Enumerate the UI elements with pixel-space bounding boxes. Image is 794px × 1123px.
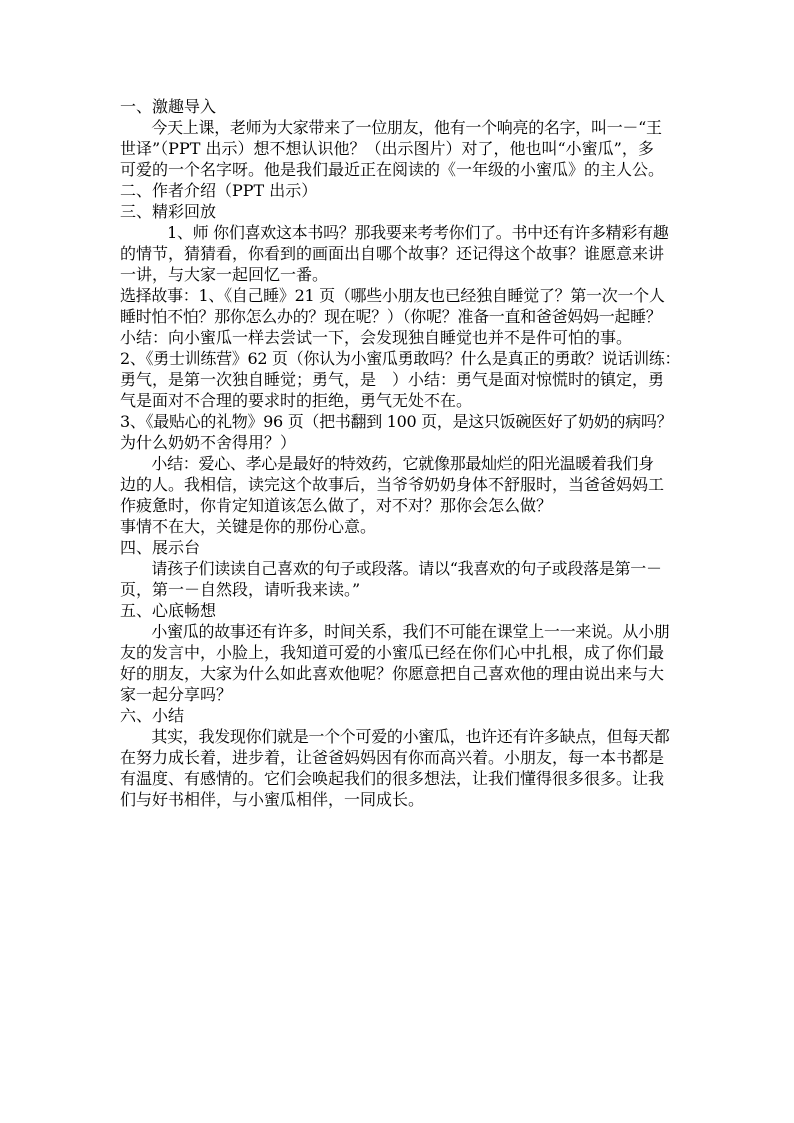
review-paragraph-line: 1、师 你们喜欢这本书吗？那我要来考考你们了。书中还有许多精彩有趣 [120, 223, 669, 242]
summary-paragraph-line: 在努力成长着，进步着，让爸爸妈妈因有你而高兴着。小朋友，每一本书都是 [120, 748, 665, 767]
reflection-paragraph-line: 友的发言中，小脸上，我知道可爱的小蜜瓜已经在你们心中扎根，成了你们最 [120, 643, 665, 662]
story-2-line: 勇气，是第一次独自睡觉；勇气，是 ）小结：勇气是面对惊慌时的镇定，勇 [120, 370, 665, 389]
story-3-line: 3、《最贴心的礼物》96 页（把书翻到 100 页，是这只饭碗医好了奶奶的病吗？ [120, 412, 673, 431]
summary-paragraph-line: 有温度、有感情的。它们会唤起我们的很多想法，让我们懂得很多很多。让我 [120, 769, 665, 788]
showcase-paragraph-line: 页，第一－自然段，请听我来读。” [120, 580, 361, 599]
story-3-summary-line: 事情不在大，关键是你的那份心意。 [120, 517, 377, 536]
summary-paragraph-line: 们与好书相伴，与小蜜瓜相伴，一同成长。 [120, 790, 425, 809]
reflection-paragraph-line: 小蜜瓜的故事还有许多，时间关系，我们不可能在课堂上一一来说。从小朋 [120, 622, 670, 641]
story-3-summary-line: 小结：爱心、孝心是最好的特效药，它就像那最灿烂的阳光温暖着我们身 [120, 454, 654, 473]
story-2-line: 2、《勇士训练营》62 页（你认为小蜜瓜勇敢吗？什么是真正的勇敢？说话训练： [120, 349, 681, 368]
story-1-line: 选择故事：1、《自己睡》21 页（哪些小朋友也已经独自睡觉了？第一次一个人 [120, 286, 665, 305]
section-heading-2: 二、作者介绍（PPT 出示） [120, 181, 318, 200]
reflection-paragraph-line: 家一起分享吗？ [120, 685, 233, 704]
lesson-plan-text [120, 96, 681, 810]
intro-paragraph-line: 可爱的一个名字呀。他是我们最近正在阅读的《一年级的小蜜瓜》的主人公。 [120, 160, 665, 179]
intro-paragraph-line: 今天上课，老师为大家带来了一位朋友，他有一个响亮的名字，叫一－“王 [120, 118, 662, 137]
story-1-summary: 小结：向小蜜瓜一样去尝试一下，会发现独自睡觉也并不是件可怕的事。 [120, 328, 633, 347]
story-3-summary-line: 作疲惫时，你肯定知道该怎么做了，对不对？那你会怎么做？ [120, 496, 553, 515]
intro-paragraph-line: 世译”（PPT 出示）想不想认识他？（出示图片）对了，他也叫“小蜜瓜”，多 [120, 139, 654, 158]
review-paragraph-line: 一讲，与大家一起回忆一番。 [120, 265, 329, 284]
review-paragraph-line: 的情节，猜猜看，你看到的画面出自哪个故事？还记得这个故事？谁愿意来讲 [120, 244, 665, 263]
summary-paragraph-line: 其实，我发现你们就是一个个可爱的小蜜瓜，也许还有许多缺点，但每天都 [120, 727, 670, 746]
reflection-paragraph-line: 好的朋友，大家为什么如此喜欢他呢？你愿意把自己喜欢他的理由说出来与大 [120, 664, 665, 683]
story-1-line: 睡时怕不怕？那你怎么办的？现在呢？）（你呢？准备一直和爸爸妈妈一起睡？ [120, 307, 662, 326]
section-heading-1: 一、激趣导入 [120, 97, 217, 116]
section-heading-4: 四、展示台 [120, 538, 201, 557]
story-2-line: 气是面对不合理的要求时的拒绝，勇气无处不在。 [120, 391, 473, 410]
showcase-paragraph-line: 请孩子们读读自己喜欢的句子或段落。请以“我喜欢的句子或段落是第一－ [120, 559, 662, 578]
section-heading-6: 六、小结 [120, 706, 185, 725]
section-heading-5: 五、心底畅想 [120, 601, 217, 620]
story-3-summary-line: 边的人。我相信，读完这个故事后，当爷爷奶奶身体不舒服时，当爸爸妈妈工 [120, 475, 665, 494]
section-heading-3: 三、精彩回放 [120, 202, 217, 221]
story-3-line: 为什么奶奶不舍得用？） [120, 433, 297, 452]
